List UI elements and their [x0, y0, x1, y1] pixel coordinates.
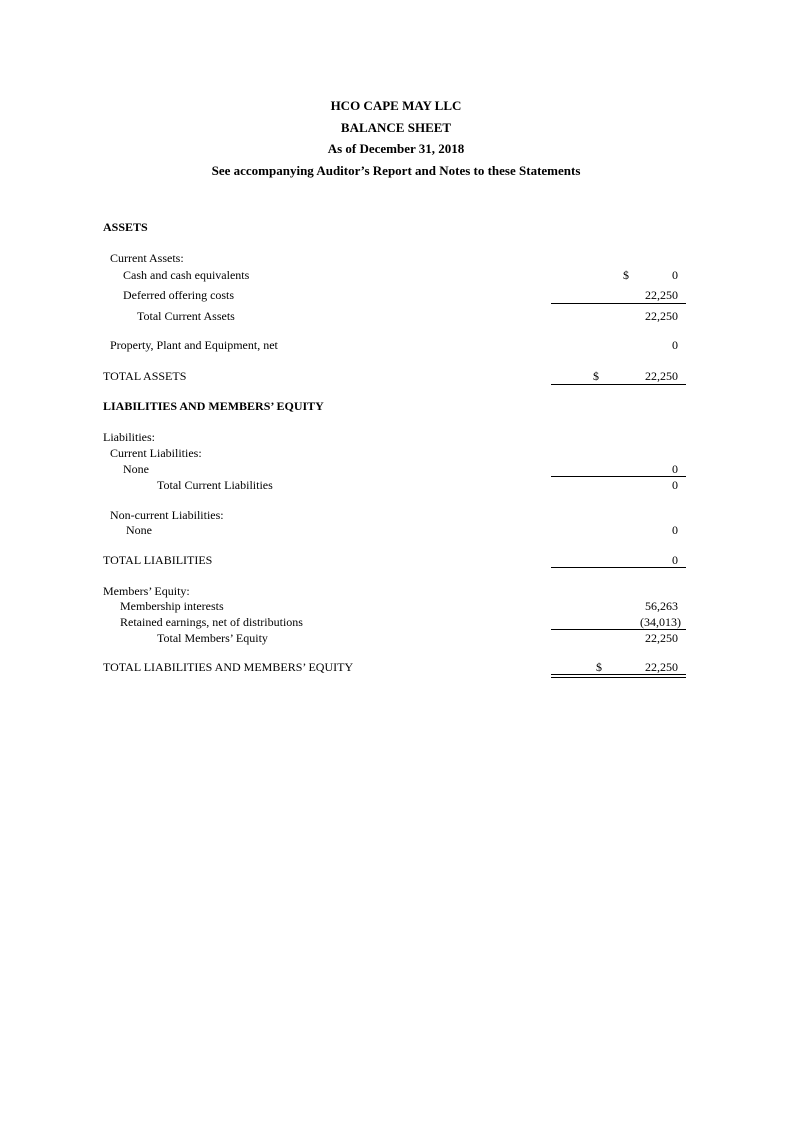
deferred-offering-label: Deferred offering costs	[123, 288, 235, 302]
membership-interests-label: Membership interests	[120, 599, 224, 613]
total-members-equity-value: 22,250	[645, 631, 678, 645]
rule-members-equity	[551, 629, 686, 630]
total-liabilities-value: 0	[672, 553, 678, 567]
cash-currency: $	[623, 268, 629, 282]
rule-total-liabilities	[551, 567, 686, 568]
total-liabilities-equity-value: 22,250	[645, 660, 678, 674]
liabilities-label: Liabilities:	[103, 430, 155, 444]
cash-value: 0	[672, 268, 678, 282]
total-liabilities-equity-label: TOTAL LIABILITIES AND MEMBERS’ EQUITY	[103, 660, 354, 674]
current-assets-label: Current Assets:	[110, 251, 184, 265]
assets-heading: ASSETS	[103, 220, 148, 234]
statement-title: BALANCE SHEET	[340, 120, 452, 135]
rule-grand-total-double	[551, 674, 686, 678]
noncurrent-liabilities-none-value: 0	[672, 523, 678, 537]
total-assets-currency: $	[593, 369, 599, 383]
deferred-offering-value: 22,250	[645, 288, 678, 302]
total-assets-value: 22,250	[645, 369, 678, 383]
retained-earnings-value: (34,013)	[640, 615, 681, 629]
current-liabilities-label: Current Liabilities:	[110, 446, 202, 460]
total-liabilities-label: TOTAL LIABILITIES	[103, 553, 213, 567]
total-members-equity-label: Total Members’ Equity	[157, 631, 268, 645]
noncurrent-liabilities-label: Non-current Liabilities:	[110, 508, 224, 522]
membership-interests-value: 56,263	[645, 599, 678, 613]
cash-label: Cash and cash equivalents	[123, 268, 250, 282]
ppe-label: Property, Plant and Equipment, net	[110, 338, 278, 352]
total-current-liabilities-label: Total Current Liabilities	[157, 478, 273, 492]
noncurrent-liabilities-none-label: None	[126, 523, 152, 537]
current-liabilities-none-label: None	[123, 462, 149, 476]
rule-current-assets	[551, 303, 686, 304]
ppe-value: 0	[672, 338, 678, 352]
current-liabilities-none-value: 0	[672, 462, 678, 476]
statement-note: See accompanying Auditor’s Report and Notes to these Statements	[211, 163, 581, 178]
retained-earnings-label: Retained earnings, net of distributions	[120, 615, 303, 629]
total-assets-label: TOTAL ASSETS	[103, 369, 187, 383]
members-equity-label: Members’ Equity:	[103, 584, 190, 598]
total-current-assets-label: Total Current Assets	[137, 309, 235, 323]
liabilities-equity-heading: LIABILITIES AND MEMBERS’ EQUITY	[103, 399, 324, 413]
total-liabilities-equity-currency: $	[596, 660, 602, 674]
total-current-assets-value: 22,250	[645, 309, 678, 323]
total-current-liabilities-value: 0	[672, 478, 678, 492]
company-name: HCO CAPE MAY LLC	[330, 98, 462, 113]
statement-date: As of December 31, 2018	[327, 141, 465, 156]
rule-current-liabilities	[551, 476, 686, 477]
rule-total-assets	[551, 384, 686, 385]
